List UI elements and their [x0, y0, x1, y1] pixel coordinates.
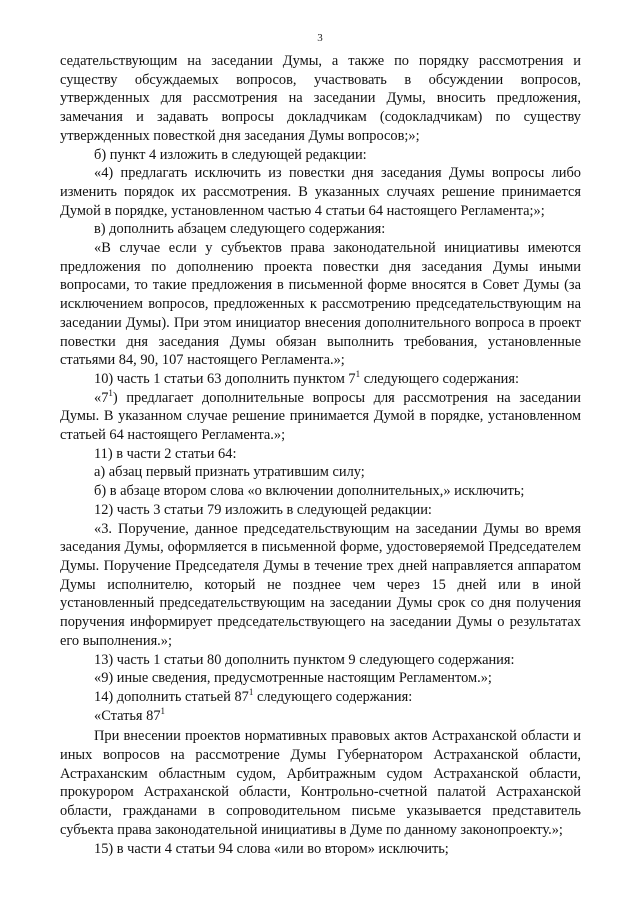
paragraph-item-a: а) абзац первый признать утратившим силу;	[94, 464, 365, 481]
item-10-rest: следующего содержания:	[360, 370, 519, 387]
paragraph-item-b: б) пункт 4 изложить в следующей редакции:	[94, 146, 367, 163]
paragraph-quote-agenda: «В случае если у субъектов права законодательной инициативы имеются предложения по дополнению проекта повестки дня заседания Думы иными вопросами, то такие предложения в письменной форме вносятся в Совет Думы (за исключением вопросов, предложенных к рассмотрению председательствующим на заседании Думы). При этом инициатор внесения дополнительного вопроса в проект повестки дня заседания Думы обязан выполнить требования, установленные статьями 84, 90, 107 настоящего Регламента.»;	[60, 240, 581, 369]
item-14-text: 14) дополнить статьей 87	[94, 688, 249, 705]
paragraph-quote-7-1	[60, 389, 581, 445]
paragraph-continuation: седательствующим на заседании Думы, а также по порядку рассмотрения и существу обсуждаемых вопросов, участвовать в обсуждении вопросов, утвержденных для рассмотрения на заседании Думы, вносить предложения, замечания и задавать вопросы докладчикам (содокладчикам) по существу утвержденных повесткой дня заседания Думы вопросов;»;	[60, 53, 581, 144]
paragraph-item-12: 12) часть 3 статьи 79 изложить в следующей редакции:	[94, 501, 432, 518]
document-body	[60, 52, 581, 858]
item-14-rest: следующего содержания:	[253, 688, 413, 705]
paragraph-item-15: 15) в части 4 статьи 94 слова «или во втором» исключить;	[94, 840, 449, 857]
quote-7-1-rest: ) предлагает дополнительные вопросы для рассмотрения на заседании Думы. В указанном случае решение принимается Думой в порядке, установленном статьей 64 настоящего Регламента.»;	[60, 389, 581, 444]
item-10-sup: 1	[355, 369, 361, 380]
paragraph-item-10	[60, 370, 581, 389]
item-14-sup: 1	[248, 687, 254, 698]
article-heading-sup: 1	[160, 705, 166, 716]
paragraph-item-14	[60, 688, 581, 707]
article-heading	[60, 707, 581, 726]
paragraph-quote-3: «3. Поручение, данное председательствующим на заседании Думы во время заседания Думы, оформляется в письменной форме, удостоверяемой Председателем Думы. Поручение Председателя Думы в течение трех дней направляется аппаратом Думы исполнителю, который не позднее чем через 15 дней или в иной установленный председательствующим на заседании Думы срок со дня получения поручения информирует председательствующего на заседании Думы о результатах его выполнения.»;	[60, 520, 581, 649]
paragraph-quote-9: «9) иные сведения, предусмотренные настоящим Регламентом.»;	[94, 670, 492, 687]
item-10-text: 10) часть 1 статьи 63 дополнить пунктом 7	[94, 370, 356, 387]
paragraph-item-b2: б) в абзаце втором слова «о включении дополнительных,» исключить;	[94, 483, 525, 500]
paragraph-quote-4: «4) предлагать исключить из повестки дня заседания Думы вопросы либо изменить порядок их рассмотрения. В указанных случаях решение принимается Думой в порядке, установленном частью 4 статьи 64 настоящего Регламента;»;	[60, 165, 581, 219]
page-number: 3	[317, 32, 323, 44]
paragraph-article-text: При внесении проектов нормативных правовых актов Астраханской области и иных вопросов на рассмотрение Думы Губернатором Астраханской области, Астраханским областным судом, Арбитражным судом Астраханской области, прокурором Астраханской области, Контрольно-счетной палатой Астраханской области, гражданами в сопроводительном письме указывается представитель субъекта права законодательной инициативы в Думе по данному законопроекту.»;	[60, 728, 581, 838]
paragraph-item-11: 11) в части 2 статьи 64:	[94, 445, 237, 462]
article-heading-text: «Статья 87	[94, 707, 161, 724]
paragraph-item-v: в) дополнить абзацем следующего содержания:	[94, 221, 386, 238]
paragraph-item-13: 13) часть 1 статьи 80 дополнить пунктом 9 следующего содержания:	[94, 651, 515, 668]
quote-7-1-sup: 1	[108, 387, 113, 398]
quote-7-1-text: «7	[94, 389, 109, 406]
